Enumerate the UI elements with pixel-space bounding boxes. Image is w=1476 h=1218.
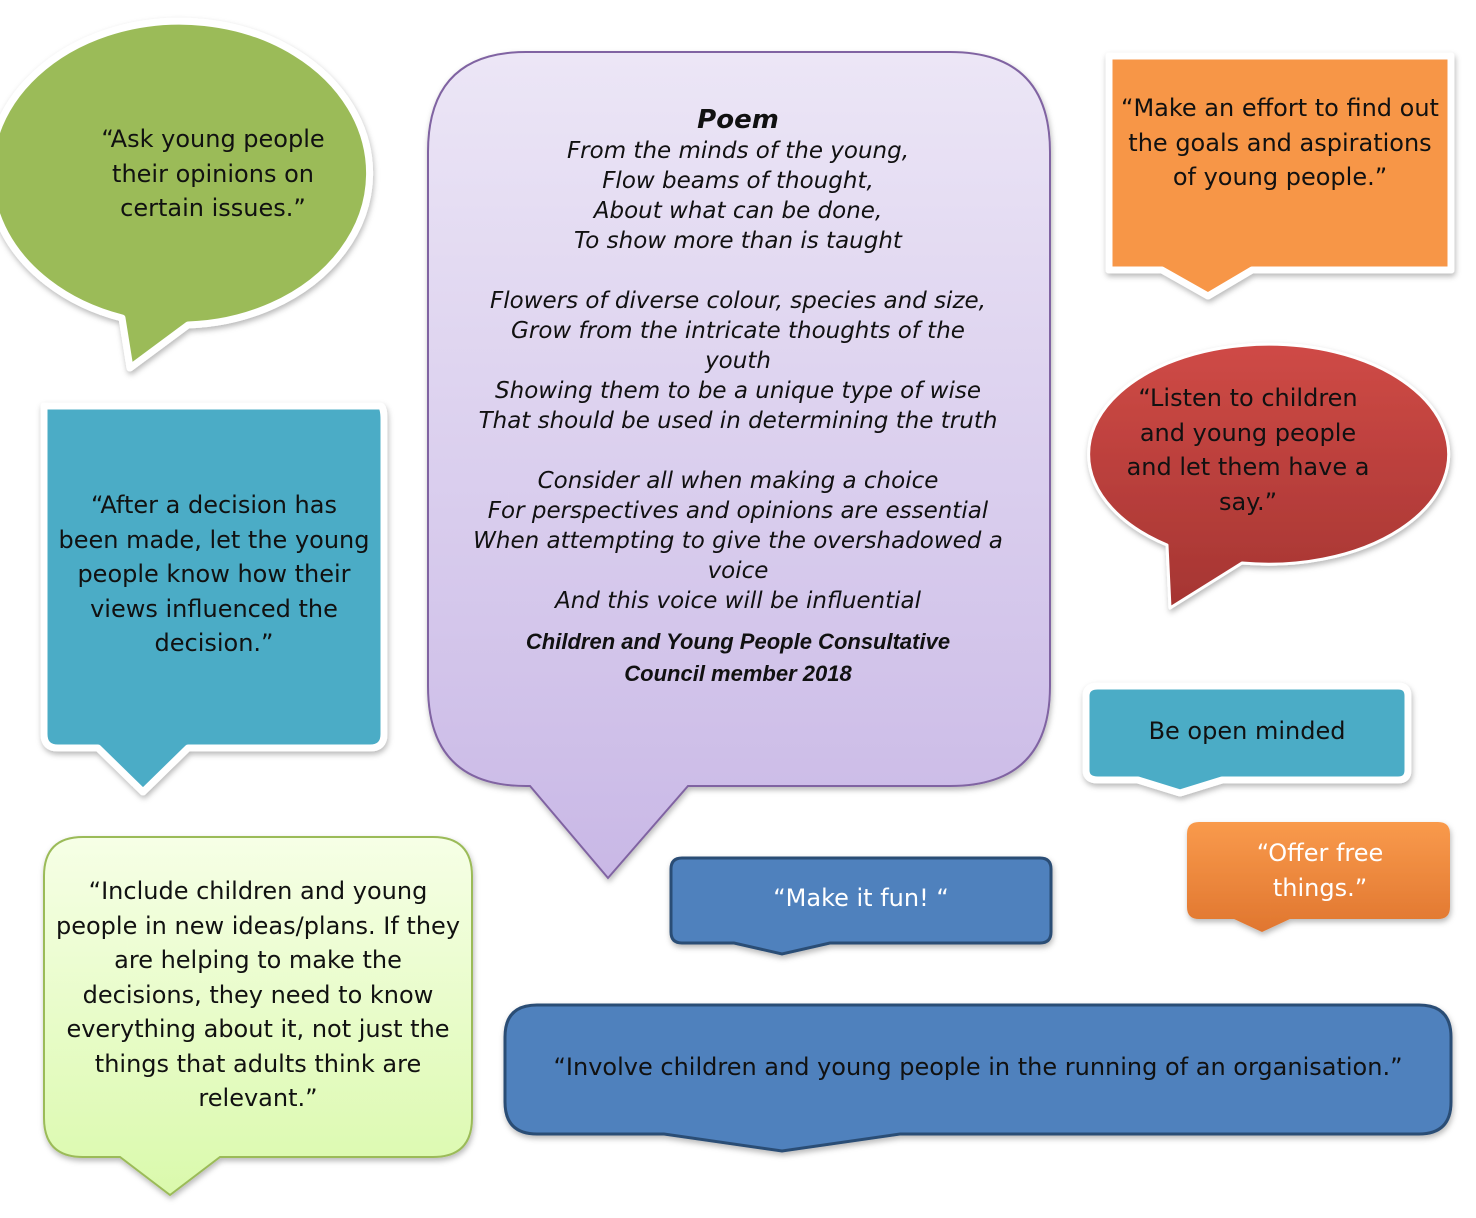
poem-line: Grow from the intricate thoughts of the youth: [511, 318, 965, 374]
poem-line: From the minds of the young,: [566, 138, 910, 164]
poem-stanza-1: [432, 136, 1044, 256]
quote-involve-running: “Involve children and young people in the running of an organisation.”: [553, 1053, 1403, 1081]
quote-ask-opinions: “Ask young people their opinions on certain issues.”: [101, 125, 325, 222]
poem-stanza-3: [432, 466, 1044, 616]
poem-line: Flowers of diverse colour, species and size,: [490, 288, 986, 314]
poem-line: Consider all when making a choice: [537, 468, 939, 494]
poem-line: Showing them to be a unique type of wise: [495, 378, 981, 404]
poem-line: And this voice will be influential: [554, 588, 922, 614]
poem-line: For perspectives and opinions are essential: [487, 498, 989, 524]
quote-after-decision: “After a decision has been made, let the young people know how their views influenced the decision.”: [58, 491, 370, 657]
poem-attribution-line-2: Council member 2018: [624, 661, 852, 686]
poem-line: When attempting to give the overshadowed a voice: [473, 528, 1003, 584]
poem-title: Poem: [697, 105, 779, 135]
quote-find-goals: “Make an effort to find out the goals and aspirations of young people.”: [1121, 94, 1439, 191]
poem-attribution-line-1: Children and Young People Consultative: [525, 629, 951, 654]
quote-make-fun: “Make it fun! “: [773, 884, 949, 912]
quote-free-things: “Offer free things.”: [1256, 839, 1384, 902]
poem-line: Flow beams of thought,: [602, 168, 874, 194]
poem-attribution: [432, 626, 1044, 690]
poem-line: To show more than is taught: [574, 228, 902, 254]
poem-line: About what can be done,: [593, 198, 883, 224]
quote-open-minded: Be open minded: [1148, 717, 1346, 745]
quote-listen-children: “Listen to children and young people and let them have a say.”: [1126, 384, 1370, 516]
poem-block: [432, 104, 1044, 690]
poem-stanza-2: [432, 286, 1044, 436]
poem-line: That should be used in determining the truth: [478, 408, 998, 434]
quote-include-children: “Include children and young people in new ideas/plans. If they are helping to make the decisions, they need to know everything about it, not just the things that adults think are relevant.”: [56, 877, 461, 1112]
